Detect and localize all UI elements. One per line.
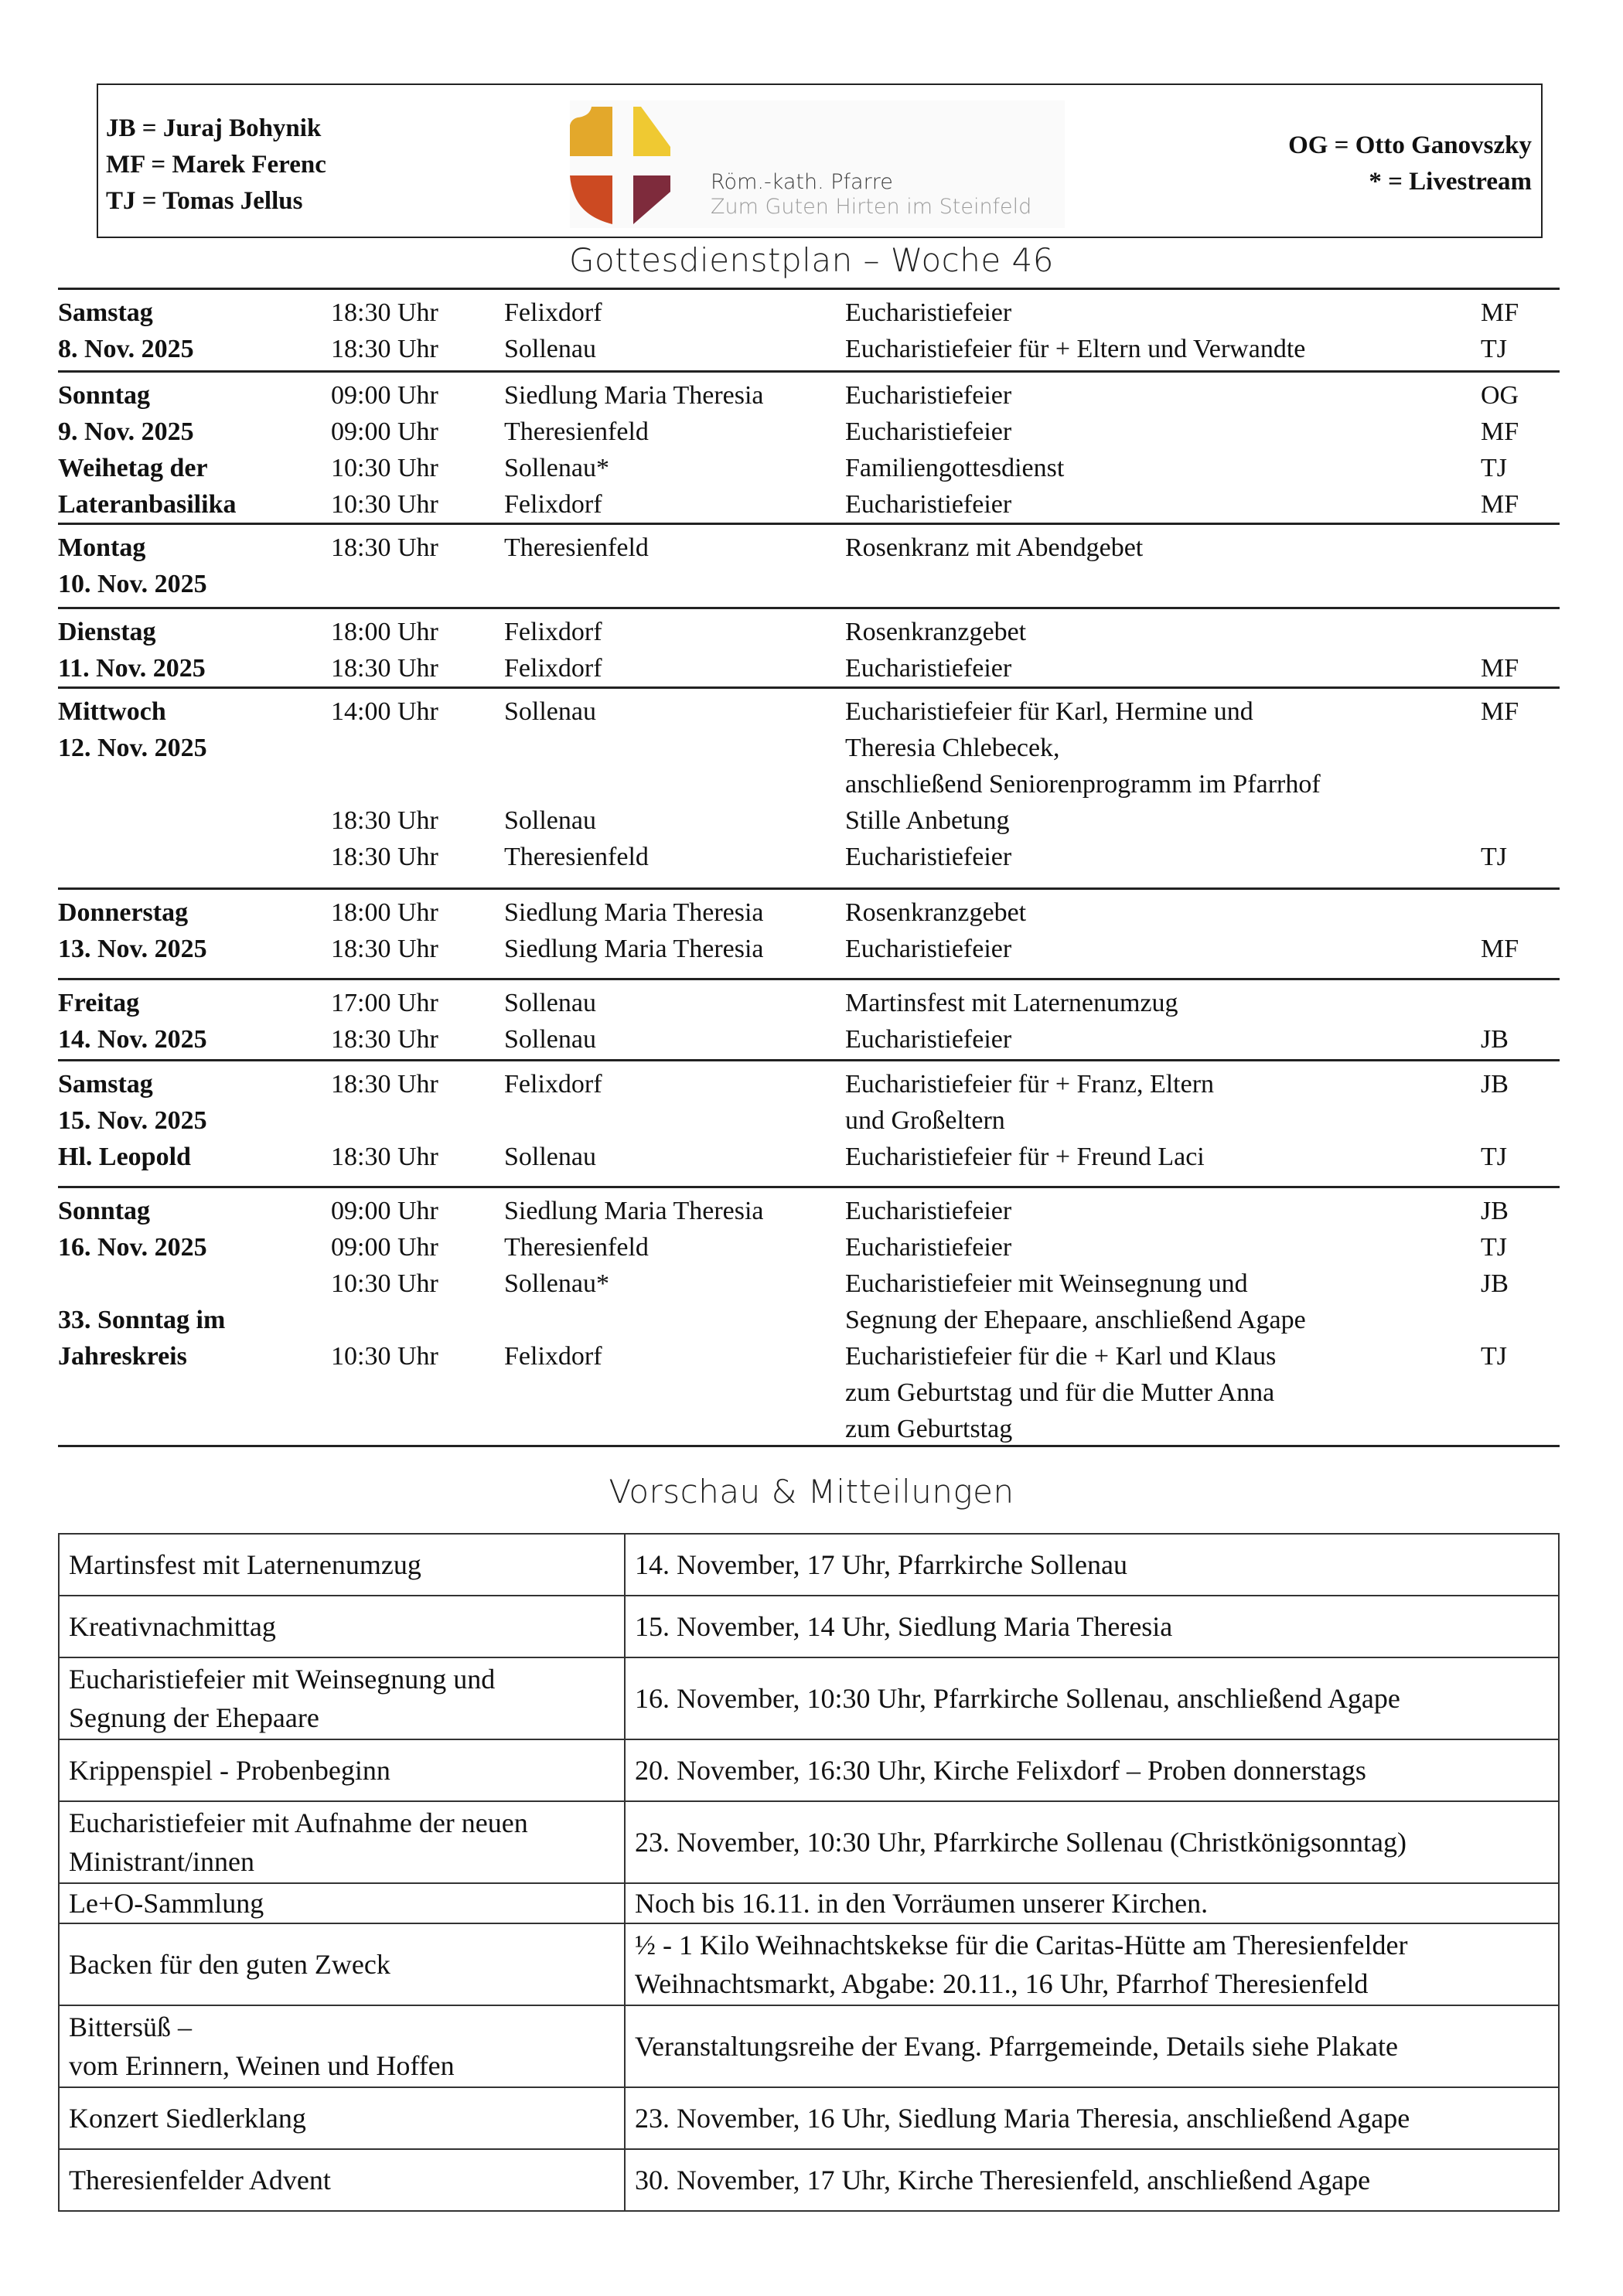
service-event-line: zum Geburtstag [845,1415,1013,1443]
service-event-line: Eucharistiefeier [845,1197,1012,1225]
preview-event-details [625,2005,1559,2087]
date: 12. Nov. 2025 [58,734,207,762]
preview-event-name-line: Ministrant/innen [69,1846,254,1877]
schedule-title: Gottesdienstplan – Woche 46 [568,241,1055,279]
service-event [845,530,1143,566]
logo-quadrant-bottom-left [570,175,612,224]
service-place: Sollenau* [504,454,609,482]
service-event [845,414,1011,450]
service-time: 17:00 Uhr [331,989,438,1017]
weekday: Samstag [58,1070,153,1099]
preview-event-name [59,1801,625,1883]
service-place: Sollenau [504,1143,596,1171]
service-time: 18:30 Uhr [331,1143,438,1171]
service-event [845,377,1011,414]
service-place: Sollenau [504,989,596,1017]
cross-shield-icon [570,100,701,228]
service-event-line: Eucharistiefeier für + Franz, Eltern [845,1070,1215,1099]
parish-logo [570,100,1065,228]
service-event-line: Stille Anbetung [845,806,1010,835]
weekday: Mittwoch [58,697,166,726]
service-event-line: Eucharistiefeier [845,843,1012,871]
day-label [58,295,194,367]
service-event [845,650,1011,686]
service-place: Felixdorf [504,654,602,683]
service-place: Theresienfeld [504,533,649,562]
preview-row [59,1739,1559,1801]
service-priest: MF [1481,298,1519,327]
date: 16. Nov. 2025 [58,1233,207,1262]
service-event-line: Eucharistiefeier [845,381,1012,410]
service-event [845,1266,1306,1338]
legend-mf: MF = Marek Ferenc [106,151,326,179]
service-time: 18:30 Uhr [331,1025,438,1054]
legend-tj: TJ = Tomas Jellus [106,187,303,215]
date: 9. Nov. 2025 [58,417,194,446]
weekday: Dienstag [58,618,156,646]
service-time: 18:30 Uhr [331,806,438,835]
preview-event-details-line: 30. November, 17 Uhr, Kirche Theresienfeld, anschließend Agape [635,2165,1371,2196]
service-event [845,295,1011,331]
service-priest: JB [1481,1269,1509,1298]
day-label [58,693,207,766]
service-event-line: Eucharistiefeier [845,298,1012,327]
preview-row [59,2087,1559,2149]
service-priest: TJ [1481,843,1507,871]
service-time: 09:00 Uhr [331,417,438,446]
day-group [58,686,1560,887]
logo-text-name: Zum Guten Hirten im Steinfeld [711,195,1032,219]
service-place: Felixdorf [504,1070,602,1099]
service-time: 10:30 Uhr [331,1342,438,1371]
logo-quadrant-top-left [570,107,612,156]
service-event-line: Eucharistiefeier für Karl, Hermine und [845,697,1253,726]
preview-event-details-line: 23. November, 10:30 Uhr, Pfarrkirche Sollenau (Christkönigsonntag) [635,1827,1406,1858]
service-event-line: Theresia Chlebecek, [845,734,1060,762]
service-event [845,486,1011,523]
service-place: Felixdorf [504,618,602,646]
preview-event-name-line: Eucharistiefeier mit Weinsegnung und [69,1664,496,1695]
service-priest: MF [1481,490,1519,519]
day-group [58,1186,1560,1447]
weekday: Freitag [58,989,140,1017]
preview-row [59,2149,1559,2211]
preview-event-details-line: Veranstaltungsreihe der Evang. Pfarrgemeinde, Details siehe Plakate [635,2031,1398,2062]
preview-event-details [625,1923,1559,2005]
legend-jb: JB = Juraj Bohynik [106,114,322,142]
preview-event-name [59,2005,625,2087]
day-group [58,978,1560,1059]
preview-table [58,1533,1560,2212]
service-event-line: Eucharistiefeier mit Weinsegnung und [845,1269,1248,1298]
service-time: 09:00 Uhr [331,1197,438,1225]
preview-event-name-line: Martinsfest mit Laternenumzug [69,1549,421,1580]
preview-event-details [625,1883,1559,1923]
service-event-line: Rosenkranz mit Abendgebet [845,533,1144,562]
preview-event-name [59,2149,625,2211]
service-place: Sollenau* [504,1269,609,1298]
preview-row [59,1534,1559,1596]
service-priest: MF [1481,697,1519,726]
service-event-line: Rosenkranzgebet [845,898,1027,927]
logo-text-parish: Röm.-kath. Pfarre [711,170,893,194]
service-event [845,802,1010,839]
day-group [58,887,1560,978]
feast-name: Weihetag der [58,454,208,482]
service-time: 14:00 Uhr [331,697,438,726]
service-event-line: Eucharistiefeier für + Freund Laci [845,1143,1205,1171]
service-place: Theresienfeld [504,843,649,871]
service-priest: MF [1481,935,1519,963]
service-event-line: Eucharistiefeier [845,417,1012,446]
preview-event-details [625,1596,1559,1657]
preview-event-name-line: Le+O-Sammlung [69,1888,264,1919]
preview-event-details-line: ½ - 1 Kilo Weihnachtskekse für die Caritas-Hütte am Theresienfelder [635,1930,1408,1960]
preview-event-details [625,1739,1559,1801]
priest-legend-left [106,111,326,220]
preview-event-details-line: 23. November, 16 Uhr, Siedlung Maria Theresia, anschließend Agape [635,2103,1410,2134]
preview-event-details [625,1801,1559,1883]
preview-event-details [625,1534,1559,1596]
day-group [58,288,1560,370]
service-time: 09:00 Uhr [331,381,438,410]
feast-name: 33. Sonntag im [58,1306,226,1334]
service-event [845,693,1321,802]
preview-table-body [59,1534,1559,2211]
service-event-line: Segnung der Ehepaare, anschließend Agape [845,1306,1306,1334]
preview-row [59,1657,1559,1739]
service-place: Felixdorf [504,1342,602,1371]
service-place: Siedlung Maria Theresia [504,898,764,927]
day-label [58,530,207,602]
service-place: Sollenau [504,1025,596,1054]
preview-event-details-line: Weihnachtsmarkt, Abgabe: 20.11., 16 Uhr, Pfarrhof Theresienfeld [635,1968,1369,1999]
service-time: 18:30 Uhr [331,298,438,327]
service-place: Sollenau [504,335,596,363]
service-time: 18:30 Uhr [331,1070,438,1099]
service-event-line: Eucharistiefeier [845,1025,1012,1054]
preview-event-name [59,1883,625,1923]
service-event [845,1193,1011,1229]
preview-event-name-line: Backen für den guten Zweck [69,1949,390,1980]
preview-event-name-line: Eucharistiefeier mit Aufnahme der neuen [69,1807,528,1838]
service-event [845,1021,1011,1058]
preview-event-details-line: Noch bis 16.11. in den Vorräumen unserer Kirchen. [635,1888,1209,1919]
service-time: 18:30 Uhr [331,533,438,562]
service-event-line: Eucharistiefeier [845,1233,1012,1262]
service-priest: TJ [1481,1143,1507,1171]
service-event-line: Eucharistiefeier für + Eltern und Verwandte [845,335,1306,363]
preview-event-name-line: Segnung der Ehepaare [69,1702,319,1733]
service-event [845,614,1026,650]
date: 15. Nov. 2025 [58,1106,207,1135]
service-place: Theresienfeld [504,417,649,446]
service-event-line: Eucharistiefeier [845,490,1012,519]
day-group [58,370,1560,523]
service-event-line: Eucharistiefeier [845,935,1012,963]
service-priest: MF [1481,417,1519,446]
preview-event-name-line: Krippenspiel - Probenbeginn [69,1755,390,1786]
legend-og: OG = Otto Ganovszky [1288,131,1532,159]
service-event [845,1139,1205,1175]
service-place: Felixdorf [504,298,602,327]
service-event [845,985,1178,1021]
preview-event-name-line: vom Erinnern, Weinen und Hoffen [69,2050,455,2081]
service-priest: JB [1481,1197,1509,1225]
feast-name: Lateranbasilika [58,490,237,519]
service-priest: MF [1481,654,1519,683]
service-event-line: Familiengottesdienst [845,454,1065,482]
service-time: 18:30 Uhr [331,654,438,683]
preview-event-name-line: Bittersüß – [69,2012,192,2042]
preview-event-name [59,1596,625,1657]
preview-event-details-line: 14. November, 17 Uhr, Pfarrkirche Sollenau [635,1549,1127,1580]
weekday: Montag [58,533,146,562]
service-event-line: Martinsfest mit Laternenumzug [845,989,1178,1017]
preview-row [59,1883,1559,1923]
feast-name [58,1266,225,1302]
service-event [845,1338,1276,1447]
weekday: Samstag [58,298,153,327]
service-event-line: Rosenkranzgebet [845,618,1027,646]
day-label [58,614,206,686]
service-time: 10:30 Uhr [331,1269,438,1298]
preview-event-name-line: Theresienfelder Advent [69,2165,331,2196]
preview-event-name-line: Konzert Siedlerklang [69,2103,306,2134]
day-label [58,377,236,523]
service-priest: TJ [1481,1233,1507,1262]
day-group [58,607,1560,686]
service-priest: JB [1481,1025,1509,1054]
preview-row [59,2005,1559,2087]
logo-quadrant-bottom-right [633,175,670,224]
service-place: Sollenau [504,697,596,726]
service-place: Theresienfeld [504,1233,649,1262]
service-place: Siedlung Maria Theresia [504,381,764,410]
preview-event-details-line: 15. November, 14 Uhr, Siedlung Maria Theresia [635,1611,1173,1642]
weekday: Sonntag [58,381,151,410]
service-time: 18:30 Uhr [331,935,438,963]
day-label [58,1193,225,1375]
service-time: 18:30 Uhr [331,843,438,871]
service-time: 18:00 Uhr [331,618,438,646]
preview-event-name [59,1534,625,1596]
service-place: Felixdorf [504,490,602,519]
preview-event-name [59,1657,625,1739]
preview-event-name [59,1923,625,2005]
service-priest: JB [1481,1070,1509,1099]
service-time: 18:30 Uhr [331,335,438,363]
preview-title: Vorschau & Mitteilungen [609,1473,1014,1511]
preview-row [59,1596,1559,1657]
service-event [845,931,1011,967]
service-event [845,331,1305,367]
service-event-line: Eucharistiefeier [845,654,1012,683]
service-schedule [58,288,1560,1447]
service-place: Siedlung Maria Theresia [504,935,764,963]
service-priest: OG [1481,381,1519,410]
service-event [845,894,1026,931]
preview-event-name [59,2087,625,2149]
service-time: 10:30 Uhr [331,490,438,519]
service-time: 18:00 Uhr [331,898,438,927]
preview-row [59,1801,1559,1883]
weekday: Donnerstag [58,898,189,927]
preview-event-details [625,1657,1559,1739]
logo-quadrant-top-right [633,107,670,156]
preview-event-details-line: 20. November, 16:30 Uhr, Kirche Felixdorf – Proben donnerstags [635,1755,1366,1786]
day-label [58,894,207,967]
date: 11. Nov. 2025 [58,654,206,683]
service-place: Siedlung Maria Theresia [504,1197,764,1225]
service-time: 10:30 Uhr [331,454,438,482]
header-box [97,83,1543,238]
preview-event-details-line: 16. November, 10:30 Uhr, Pfarrkirche Sollenau, anschließend Agape [635,1683,1400,1714]
date: 14. Nov. 2025 [58,1025,207,1054]
date: 8. Nov. 2025 [58,335,194,363]
service-event-line: zum Geburtstag und für die Mutter Anna [845,1378,1275,1407]
service-time: 09:00 Uhr [331,1233,438,1262]
date: 10. Nov. 2025 [58,570,207,598]
date: 13. Nov. 2025 [58,935,207,963]
service-event [845,1229,1011,1266]
legend-livestream: * = Livestream [1369,168,1532,196]
service-event [845,450,1064,486]
preview-event-name-line: Kreativnachmittag [69,1611,276,1642]
service-place: Sollenau [504,806,596,835]
feast-name: Hl. Leopold [58,1143,191,1171]
service-priest: TJ [1481,335,1507,363]
day-group [58,1059,1560,1186]
preview-event-name [59,1739,625,1801]
service-event-line: anschließend Seniorenprogramm im Pfarrhof [845,770,1321,799]
service-event [845,1066,1214,1139]
weekday: Sonntag [58,1197,151,1225]
preview-event-details [625,2149,1559,2211]
preview-event-details [625,2087,1559,2149]
preview-row [59,1923,1559,2005]
service-priest: TJ [1481,454,1507,482]
day-label [58,1066,207,1175]
priest-legend-right [1288,128,1532,200]
service-event-line: Eucharistiefeier für die + Karl und Klaus [845,1342,1277,1371]
service-event [845,839,1011,875]
day-group [58,523,1560,607]
service-priest: TJ [1481,1342,1507,1371]
feast-name: Jahreskreis [58,1342,187,1371]
day-label [58,985,207,1058]
service-event-line: und Großeltern [845,1106,1005,1135]
